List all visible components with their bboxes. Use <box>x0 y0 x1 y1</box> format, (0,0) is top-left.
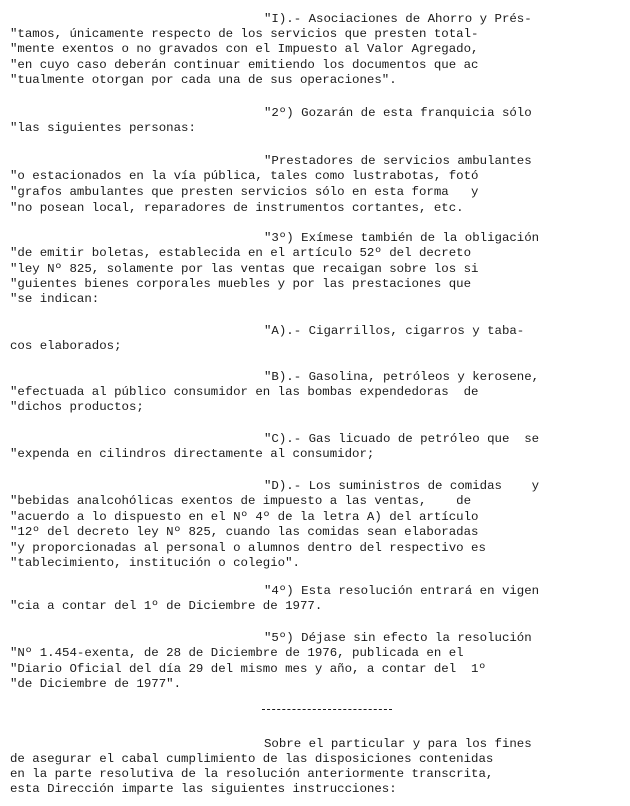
text-line: "de Diciembre de 1977". <box>10 677 182 691</box>
text-line: "12º del decreto ley Nº 825, cuando las comidas sean elaboradas <box>10 525 479 539</box>
text-line: "D).- Los suministros de comidas y <box>264 479 540 493</box>
text-line: "cia a contar del 1º de Diciembre de 1977. <box>10 599 323 613</box>
text-line: "ley Nº 825, solamente por las ventas que recaigan sobre los si <box>10 262 479 276</box>
text-line: "4º) Esta resolución entrará en vigen <box>264 584 540 598</box>
text-line: "las siguientes personas: <box>10 121 196 135</box>
text-line: "2º) Gozarán de esta franquicia sólo <box>264 106 532 120</box>
text-line: esta Dirección imparte las siguientes instrucciones: <box>10 782 397 796</box>
text-line: "guientes bienes corporales muebles y por las prestaciones que <box>10 277 472 291</box>
text-line: "tamos, únicamente respecto de los servicios que presten total- <box>10 27 479 41</box>
text-line: "no posean local, reparadores de instrumentos cortantes, etc. <box>10 201 464 215</box>
text-line: "en cuyo caso deberán continuar emitiendo los documentos que ac <box>10 58 479 72</box>
text-line: "3º) Exímese también de la obligación <box>264 231 540 245</box>
text-line: en la parte resolutiva de la resolución anteriormente transcrita, <box>10 767 494 781</box>
text-line: "o estacionados en la vía pública, tales como lustrabotas, fotó <box>10 169 479 183</box>
text-line: "I).- Asociaciones de Ahorro y Prés- <box>264 12 532 26</box>
text-line: "C).- Gas licuado de petróleo que se <box>264 432 540 446</box>
text-line: "bebidas analcohólicas exentos de impuesto a las ventas, de <box>10 494 472 508</box>
text-line: "Nº 1.454-exenta, de 28 de Diciembre de 1976, publicada en el <box>10 646 464 660</box>
text-line: "de emitir boletas, establecida en el artículo 52º del decreto <box>10 246 472 260</box>
text-line: Sobre el particular y para los fines <box>264 737 532 751</box>
text-line: "A).- Cigarrillos, cigarros y taba- <box>264 324 525 338</box>
text-line: "Prestadores de servicios ambulantes <box>264 154 532 168</box>
text-line: "dichos productos; <box>10 400 144 414</box>
text-line: "B).- Gasolina, petróleos y kerosene, <box>264 370 540 384</box>
text-line: "5º) Déjase sin efecto la resolución <box>264 631 532 645</box>
text-line: "tablecimiento, institución o colegio". <box>10 556 300 570</box>
text-line: "grafos ambulantes que presten servicios sólo en esta forma y <box>10 185 479 199</box>
text-line: "expenda en cilindros directamente al consumidor; <box>10 447 375 461</box>
text-line: "efectuada al público consumidor en las bombas expendedoras de <box>10 385 479 399</box>
text-line: "Diario Oficial del día 29 del mismo mes y año, a contar del 1º <box>10 662 486 676</box>
text-line: cos elaborados; <box>10 339 122 353</box>
text-line: "tualmente otorgan por cada una de sus operaciones". <box>10 73 397 87</box>
text-line: "y proporcionadas al personal o alumnos dentro del respectivo es <box>10 541 486 555</box>
text-line: "acuerdo a lo dispuesto en el Nº 4º de la letra A) del artículo <box>10 510 479 524</box>
text-line: de asegurar el cabal cumplimiento de las disposiciones contenidas <box>10 752 494 766</box>
separator-rule <box>262 709 392 710</box>
text-line: "se indican: <box>10 292 100 306</box>
text-line: "mente exentos o no gravados con el Impuesto al Valor Agregado, <box>10 42 479 56</box>
